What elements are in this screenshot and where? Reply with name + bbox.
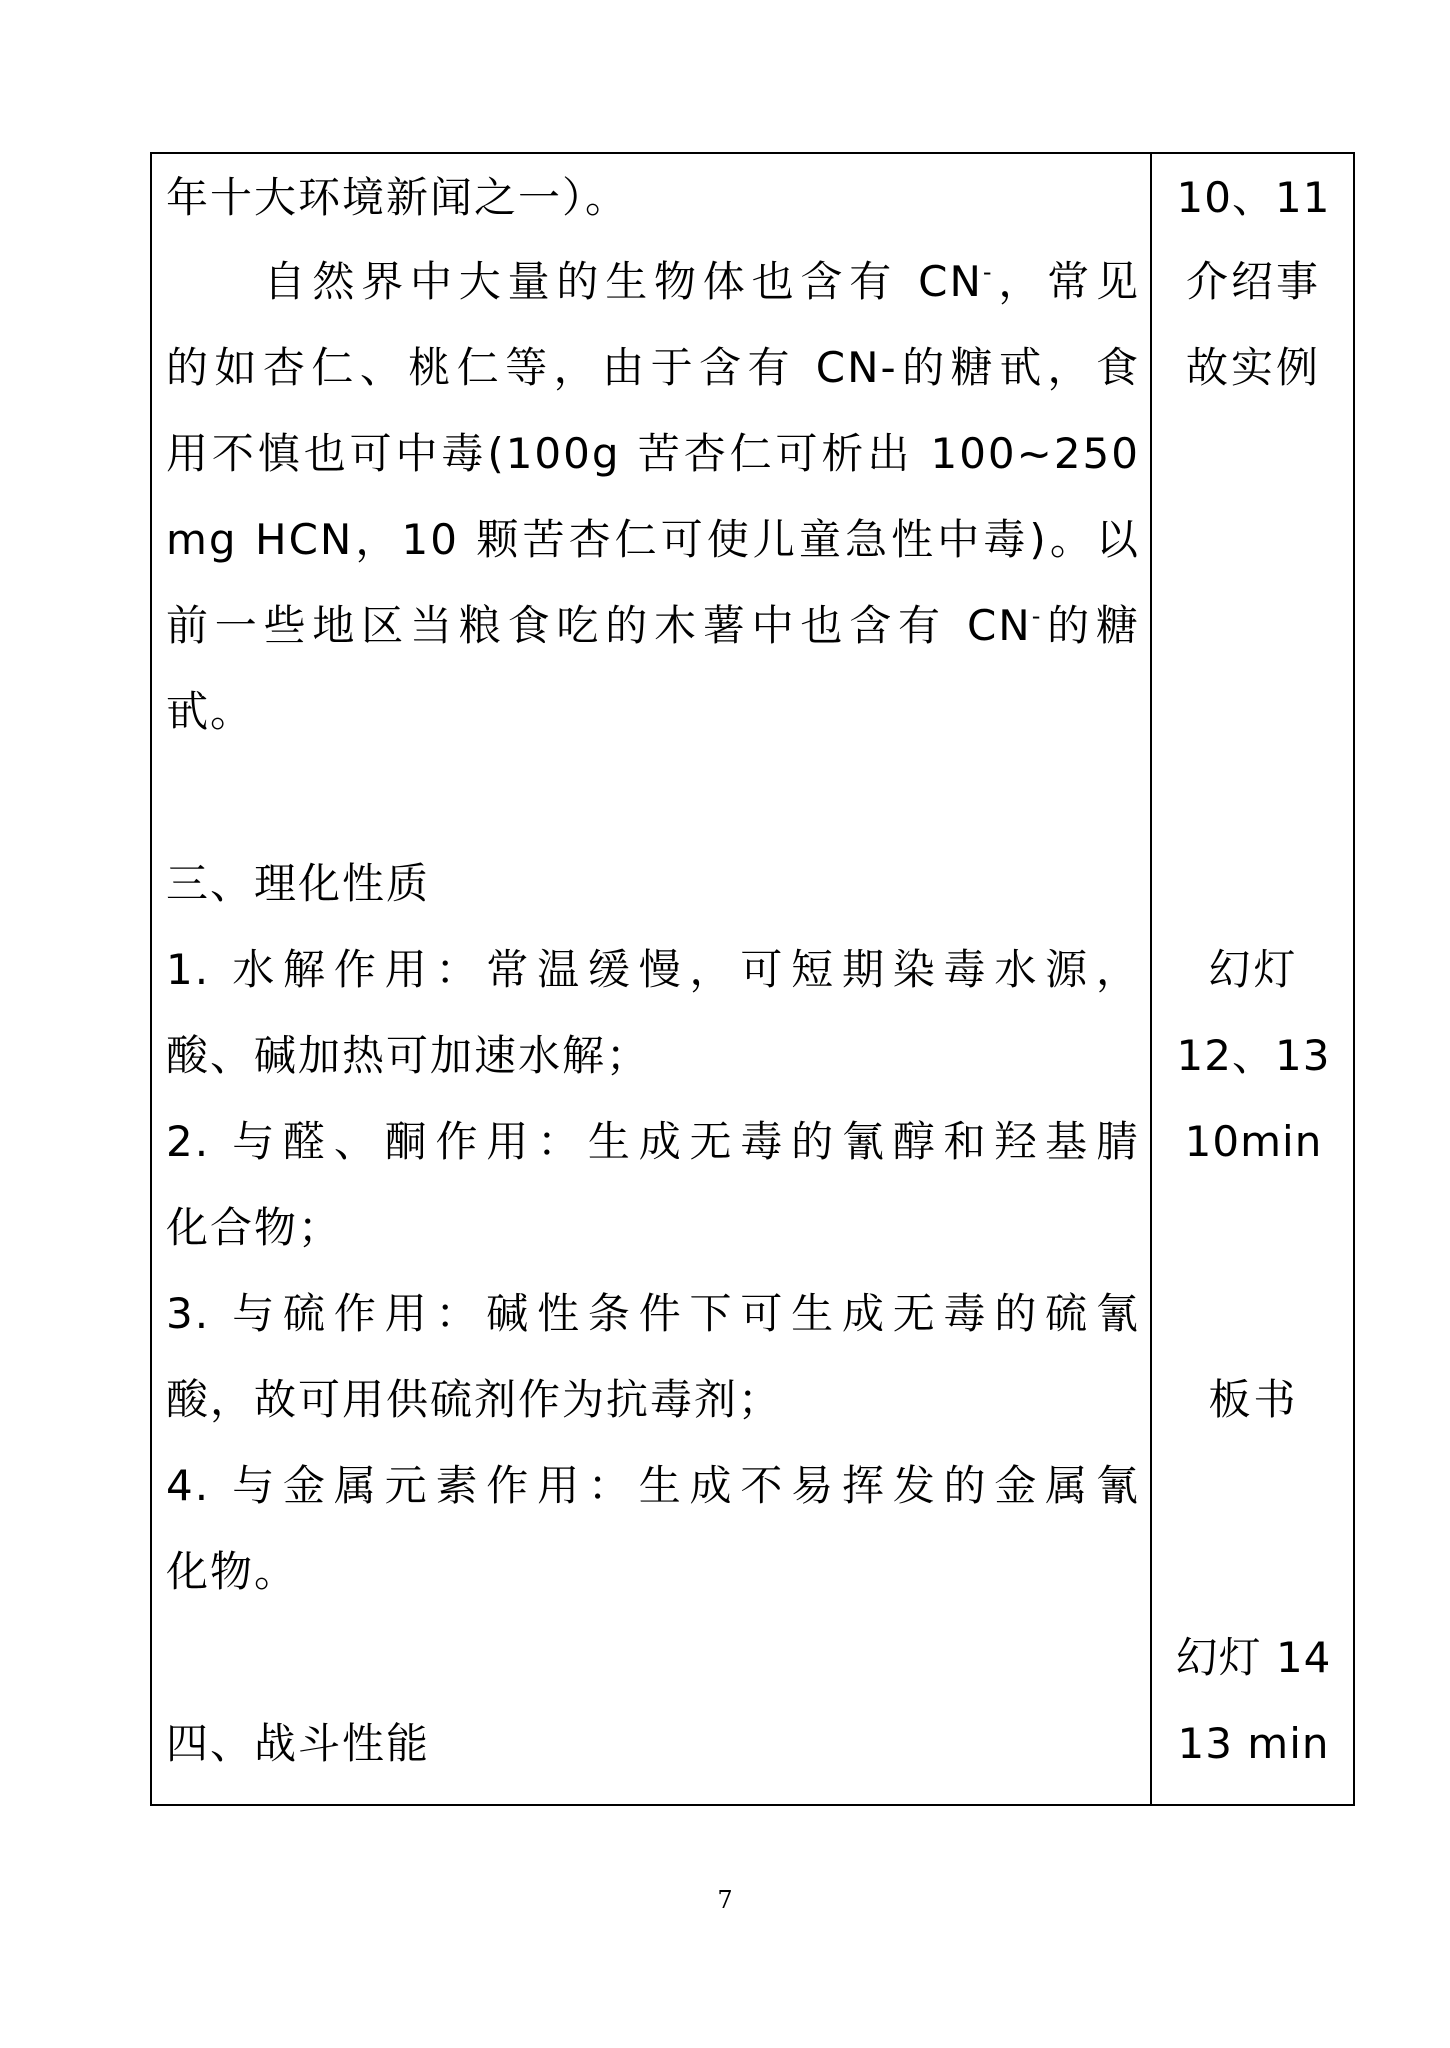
main-line-9: 1. 水解作用：常温缓慢，可短期染毒水源，	[166, 945, 1140, 994]
side-note-intro: 介绍事	[1185, 257, 1321, 306]
main-line-4: 用不慎也可中毒(100g 苦杏仁可析出 100~250	[166, 429, 1140, 478]
section-heading-4: 四、战斗性能	[166, 1719, 431, 1768]
main-line-12: 化合物；	[166, 1203, 343, 1252]
side-note-slides-12-13: 12、13	[1176, 1031, 1331, 1080]
side-note-duration-13: 13 min	[1177, 1719, 1330, 1768]
cn-formula-charge: -	[1031, 602, 1043, 630]
cn-formula-base: CN	[966, 601, 1032, 650]
main-line-6-text: 前一些地区当粮食吃的木薯中也含有	[166, 601, 947, 650]
main-line-16: 化物。	[166, 1547, 299, 1596]
main-line-13: 3. 与硫作用：碱性条件下可生成无毒的硫氰	[166, 1289, 1140, 1338]
main-line-2	[166, 256, 1140, 308]
side-note-blackboard: 板书	[1208, 1375, 1299, 1424]
cn-formula	[918, 257, 993, 306]
cn-formula-charge: -	[982, 258, 994, 286]
main-line-14: 酸，故可用供硫剂作为抗毒剂；	[166, 1375, 783, 1424]
main-line-6-tail: 的糖	[1042, 601, 1140, 650]
main-line-10: 酸、碱加热可加速水解；	[166, 1031, 651, 1080]
cn-formula	[967, 601, 1042, 650]
main-line-1: 年十大环境新闻之一）。	[166, 173, 630, 222]
main-line-6	[166, 600, 1140, 652]
side-note-slide-14: 幻灯 14	[1175, 1633, 1332, 1682]
side-note-case: 故实例	[1185, 343, 1321, 392]
main-line-11: 2. 与醛、酮作用：生成无毒的氰醇和羟基腈	[166, 1117, 1140, 1166]
main-line-5: mg HCN，10 颗苦杏仁可使儿童急性中毒)。以	[166, 515, 1140, 564]
side-note-slides: 幻灯	[1208, 945, 1299, 994]
main-line-15: 4. 与金属元素作用：生成不易挥发的金属氰	[166, 1461, 1140, 1510]
section-heading-3: 三、理化性质	[166, 859, 431, 908]
cn-formula-base: CN	[918, 257, 983, 306]
page-number: 7	[717, 1886, 733, 1914]
main-line-7: 甙。	[166, 687, 255, 736]
side-note-duration-10: 10min	[1184, 1117, 1323, 1166]
main-line-2-text: 自然界中大量的生物体也含有	[166, 257, 898, 306]
main-line-3: 的如杏仁、桃仁等，由于含有 CN-的糖甙，食	[166, 343, 1140, 392]
main-line-2-tail: ，常见	[993, 257, 1140, 306]
side-note-slides-10-11: 10、11	[1176, 173, 1331, 222]
